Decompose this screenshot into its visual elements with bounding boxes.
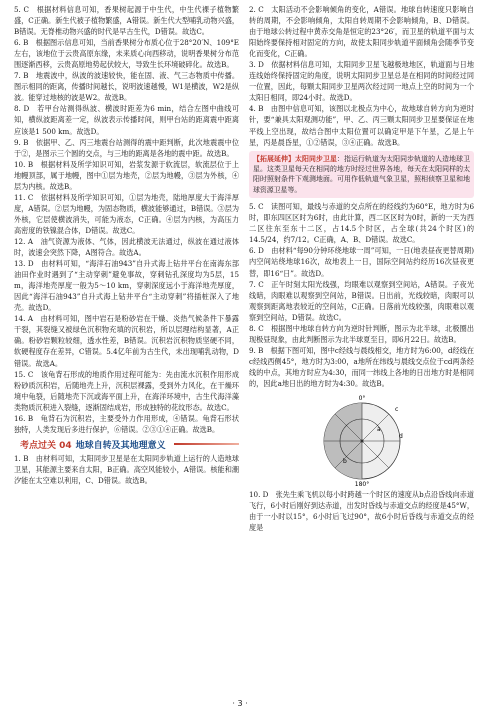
answer-s4-7: 7. C 正午时刻太阳光线强，均眼难以观察到空间站，A错误。子夜光线暗，肉眼难以观察到空间站，B错误。日出前，光线较暗，肉眼可以观察到距离地表较近的空间站，C正确。日落前光线较强，肉眼难以观察到空间站，D错误。故选C。	[249, 279, 474, 322]
tip-text: ：指运行轨道为太阳同步轨道的人造地球卫星。这类卫星每天在相同的地方时经过世界各地，每天在太阳同样的太阳时照射条件下观测地面。可用作低轨道气象卫星，照相侦察卫星和地球资源卫星等。	[253, 154, 471, 194]
label-0: 0°	[358, 395, 365, 403]
answer-6: 6. B 根据图示信息可知，当前香果树分布质心位于28°20′N、109°E左右，该地位于云贵高原东缘，未来质心向西移动，说明香果树分布范围逐渐西移，云贵高原地势起伏较大，导致生长环境破碎化。故选B。	[14, 38, 239, 70]
pole-point	[360, 440, 363, 443]
answer-s4-3: 3. D 依据材料信息可知，太阳同步卫星飞越极地地区，轨道面与日地连线始终保持固定的角度，说明太阳同步卫星总是在相同的时间经过同一位置，因此，每颗太阳同步卫星两次经过同一地点上空的时间为一个太阳日相同，即24小时。故选D。	[249, 60, 474, 103]
answer-11: 11. C 依据材料及所学知识可知，①层为地壳，陆地厚度大于海洋厚度，A错误。②层为地幔，为固态物质，横波能够通过，B错误。③层为外核，它层使横波消失，可能为液态，C正确。④层为内核，为高压力高密度的铁镍混合体，D错误。故选C。	[14, 192, 239, 235]
two-column-body	[14, 4, 474, 694]
answer-10: 10. B 根据材料及所学知识可知，岩浆发源于软流层，软流层位于上地幔顶部，属于地幔，图中①层为地壳，②层为地幔，③层为外核，④层为内核。故选B。	[14, 159, 239, 191]
answer-15: 15. C 该龟背石形成的地质作用过程可能为：先由流水沉积作用形成粉砂质沉积岩，后随地壳上升，沉积层裸露，受到外力风化，在干燥环境中龟裂，后随地壳下沉或海平面上升，在海洋环境中，古生代海洋藻类物质沉积进入裂缝，逐渐固结成岩，形成独特的花纹形态。故选C。	[14, 369, 239, 412]
answer-12: 12. A 油气资源为液体、气体，因此横波无法通过，纵波在通过液体时，波速会突然下降，A图符合。故选A。	[14, 236, 239, 258]
answer-s4-10: 10. D 张先生乘飞机以每小时跨越一个时区的速度从b点沿昏线向赤道飞行，6小时后刚好到达赤道，出发时昏线与赤道交点的经度是45°W，由于一小时以15°，6小时后飞过90°，故6小时后昏线与赤道交点的经度是	[249, 490, 474, 533]
page-number: · 3 ·	[232, 699, 248, 708]
section-divider	[174, 443, 239, 445]
answer-s4-6: 6. D 由材料“每90分钟环绕地球一周”可知，一日(地表昼夜更替周期)内空间站绕地球16次，故地表上一日，国际空间站约经历16次昼夜更替，即16“日”。故选D。	[249, 246, 474, 278]
left-column	[14, 4, 239, 694]
answer-8: 8. D 若甲台站测得纵波、横波时距差为6 min，结合左图中曲线可知，横纵波距离差一定，纵波表示传播时间，则甲台站的距离震中距离应该是1 500 km。故选D。	[14, 104, 239, 136]
answer-s4-5: 5. C 读图可知，最线与赤道的交点所在的经线约为60°E，地方时为6时，即东四区区时为6时，由此计算，西二区区时为0时，新的一天为西二区往东至东十二区，占14.5个时区，占全球(共24个时区)的14.5/24，约7/12。C正确，A、B、D错误。故选C。	[249, 202, 474, 245]
answer-16: 16. B 龟背石为沉积岩，主要受外力作用形成，④错误。龟背石形状独特，人类发现后多进行保护，⑥错误。②③①④正确。故选B。	[14, 413, 239, 434]
label-b: b	[342, 458, 347, 466]
answer-9: 9. B 依据甲、乙、丙三地震台站测得的震中距判断，此次地震震中位于②，是图示三个圆的交点，与三地的距离是各地的震中距。故选B。	[14, 137, 239, 158]
answer-s4-8: 8. C 根据图中地球自转方向为逆时针判断，图示为北半球，北极圈出现极昼现象，由此判断图示为北半球夏至日，即6月22日。故选B。	[249, 323, 474, 344]
right-column	[249, 4, 474, 694]
label-a: a	[376, 426, 381, 434]
answer-s4-1: 1. B 由材料可知，太阳同步卫星是在太阳同步轨道上运行的人造地球卫星，其能源主要来自太阳，B正确。高空风能较小，A错误。核能和潮汐能在太空难以利用，C、D错误。故选B。	[14, 453, 239, 485]
extension-tip-box	[249, 151, 474, 199]
answer-5: 5. C 根据材料信息可知，香果树起源于中生代，中生代裸子植物繁盛，C正确。新生代被子植物繁盛，A错误。新生代大型哺乳动物兴盛，B错误。无脊椎动物兴盛的时代是早古生代，D错误。故选C。	[14, 5, 239, 37]
answer-s4-2: 2. C 太阳活动不会影响倾角的变化，A错误。地球自转速度只影响自转的周期，不会影响倾角，太阳自转周期不会影响倾角，B、D错误。由于地球公转过程中黄赤交角是恒定的23°26′，而卫星的轨道平面与太阳始终要保持相对固定的方向，故使太阳同步轨道平面倾角会随季节变化而变化，C正确。	[249, 5, 474, 59]
answer-7: 7. B 地震波中，纵波的波速较快，能在固、液、气三态物质中传播。图示相同的距离，传播时间越长，说明波速越慢，W1是横波，W2是纵波。能穿过地核的波是W2。故选B。	[14, 71, 239, 103]
answer-s4-4: 4. B 由图中信息可知，该图以北极点为中心，故地球自转方向为逆时针，要“兼具太阳观测功能”，甲、乙、丙三颗太阳同步卫星要保证在地平线上空出现，故结合图中太阳位置可以确定甲是下午星，乙是上午星，丙是晨昏星，①②错误，③④正确。故选B。	[249, 104, 474, 147]
section-title: 地球自转及其地理意义	[75, 440, 166, 451]
label-180: 180°	[354, 481, 369, 488]
polar-view-diagram	[249, 391, 474, 487]
earth-polar-figure	[307, 391, 417, 487]
label-d: d	[398, 433, 403, 441]
answer-13: 13. D 由材料可知，“海洋石油943”自升式海上钻井平台在南海东部油田作业时遇到了“主动穿刺”避免事故，穿刺钻孔深度均为5层，15 m，海洋地壳厚度一般为5～10 km，穿刺深度远小于海洋地壳厚度，因此“海洋石油943”自升式海上钻井平台“主动穿刺”将插桩深入了地壳。故选D。	[14, 259, 239, 313]
answer-14: 14. A 由材料可知，图中岩石是粉砂岩在干燥、炎热气候条件下暴露干裂，其裂缝又被绿色沉积物充填的沉积岩，所以层理结构显著，A正确。粉砂岩颗粒较细，透水性差，B错误。沉积岩沉积物质坚硬不同，软硬程度存在差异，C错误。5.4亿年前为古生代，未出现哺乳动物，D错误。故选A。	[14, 314, 239, 368]
tip-tag: 【拓展延伸】太阳同步卫星	[253, 154, 338, 163]
section-heading	[20, 438, 239, 451]
label-c: c	[394, 406, 398, 414]
answer-s4-9: 9. B 根据下图可知，图中c经线与晨线相交，地方时为6:00，d经线在c经线西侧45°，地方时为3:00，a地所在纬线与晨线交点位于cd两条经线的中点，其地方时应为4:30，而同一纬线上各地的日出地方时是相同的，因此a地日出的地方时为4:30。故选B。	[249, 345, 474, 388]
section-label: 考点过关 04	[20, 440, 72, 451]
